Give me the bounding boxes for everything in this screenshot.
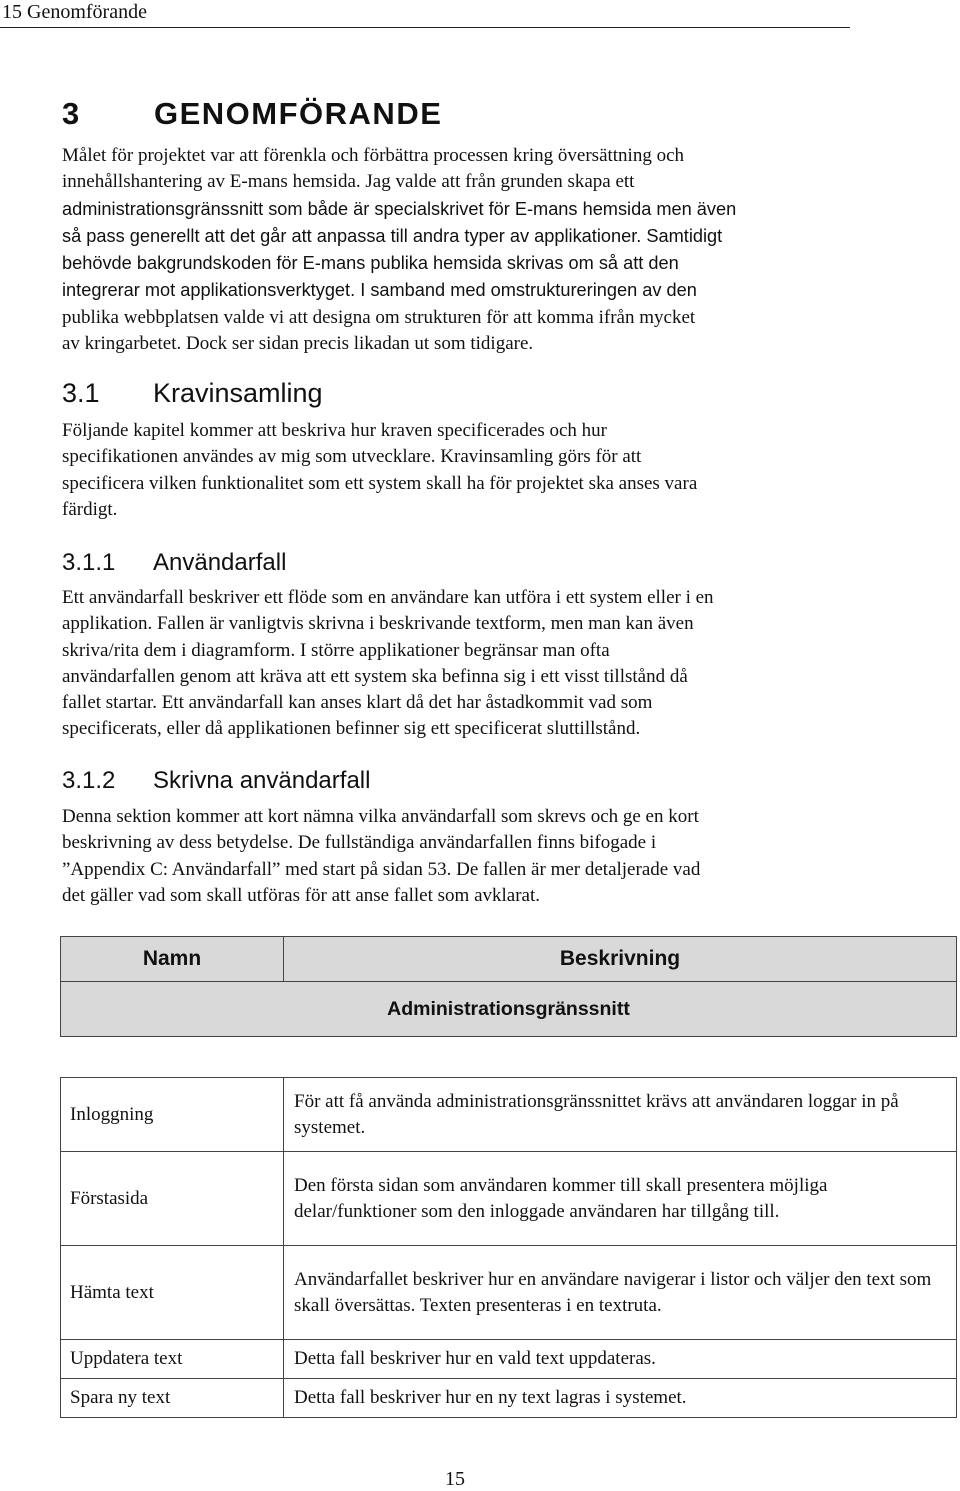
line: specifikationen användes av mig som utvecklare. Kravinsamling görs för att bbox=[62, 446, 642, 468]
spacer-cell bbox=[61, 1037, 957, 1078]
use-case-name: Förstasida bbox=[61, 1152, 284, 1246]
page-header bbox=[0, 0, 850, 28]
column-header-description: Beskrivning bbox=[284, 937, 957, 982]
section-title: GENOMFÖRANDE bbox=[154, 96, 443, 131]
use-case-name: Uppdatera text bbox=[61, 1340, 284, 1379]
line: administrationsgränssnitt som både är specialskrivet för E-mans hemsida men även bbox=[62, 198, 737, 219]
paragraph-section-3-1-2 bbox=[62, 804, 862, 909]
use-case-description: Detta fall beskriver hur en vald text uppdateras. bbox=[284, 1340, 957, 1379]
section-heading-3-1-2 bbox=[62, 767, 370, 795]
line: behövde bakgrundskoden för E-mans publika hemsida skrivas om så att den bbox=[62, 253, 679, 274]
use-case-name: Hämta text bbox=[61, 1246, 284, 1340]
section-heading-3-1-1 bbox=[62, 549, 286, 577]
category-row bbox=[61, 982, 957, 1037]
table-row bbox=[61, 1246, 957, 1340]
use-case-description: För att få använda administrationsgränssnittet krävs att användaren loggar in på systemet. bbox=[284, 1078, 957, 1152]
table-row bbox=[61, 1152, 957, 1246]
line: beskrivning av dess betydelse. De fullständiga användarfallen finns bifogade i bbox=[62, 832, 657, 854]
section-number: 3 bbox=[62, 96, 81, 131]
line: av kringarbetet. Dock ser sidan precis likadan ut som tidigare. bbox=[62, 333, 534, 355]
table-row bbox=[61, 1379, 957, 1418]
use-case-description: Den första sidan som användaren kommer till skall presentera möjliga delar/funktioner som den inloggade användaren har tillgång till. bbox=[284, 1152, 957, 1246]
use-case-description: Detta fall beskriver hur en ny text lagras i systemet. bbox=[284, 1379, 957, 1418]
line: specificera vilken funktionalitet som ett system skall ha för projektet ska anses vara bbox=[62, 472, 698, 494]
line: så pass generellt att det går att anpassa till andra typer av applikationer. Samtidigt bbox=[62, 225, 723, 246]
line: integrerar mot applikationsverktyget. I samband med omstruktureringen av den bbox=[62, 280, 697, 301]
line: innehållshantering av E-mans hemsida. Jag valde att från grunden skapa ett bbox=[62, 171, 635, 193]
line: Ett användarfall beskriver ett flöde som en användare kan utföra i ett system eller i en bbox=[62, 587, 714, 608]
section-title: Användarfall bbox=[153, 549, 287, 576]
paragraph-section-3-1-1 bbox=[62, 585, 862, 743]
section-heading-3-1 bbox=[62, 378, 323, 409]
column-header-name: Namn bbox=[61, 937, 284, 982]
line: applikation. Fallen är vanligtvis skrivna i beskrivande textform, men man kan även bbox=[62, 613, 694, 635]
section-number: 3.1 bbox=[62, 378, 100, 408]
use-case-name: Spara ny text bbox=[61, 1379, 284, 1418]
line: Följande kapitel kommer att beskriva hur kraven specificerades och hur bbox=[62, 420, 607, 441]
section-title: Skrivna användarfall bbox=[153, 767, 371, 794]
section-number: 3.1.1 bbox=[62, 549, 116, 576]
use-case-name: Inloggning bbox=[61, 1078, 284, 1152]
table-header-row bbox=[61, 937, 957, 982]
line: ”Appendix C: Användarfall” med start på sidan 53. De fallen är mer detaljerade vad bbox=[62, 858, 701, 880]
line: Denna sektion kommer att kort nämna vilka användarfall som skrevs och ge en kort bbox=[62, 806, 699, 827]
paragraph-section-3 bbox=[62, 143, 862, 357]
line: specificerats, eller då applikationen befinner sig ett specificerat sluttillstånd. bbox=[62, 718, 641, 740]
category-label: Administrationsgränssnitt bbox=[61, 982, 957, 1037]
line: publika webbplatsen valde vi att designa om strukturen för att komma ifrån mycket bbox=[62, 306, 696, 328]
line: färdigt. bbox=[62, 498, 118, 520]
line: fallet startar. Ett användarfall kan anses klart då det har åstadkommit vad som bbox=[62, 692, 653, 714]
paragraph-section-3-1 bbox=[62, 418, 862, 523]
section-title: Kravinsamling bbox=[153, 378, 323, 408]
line: Målet för projektet var att förenkla och förbättra processen kring översättning och bbox=[62, 145, 685, 166]
line: det gäller vad som skall utföras för att anse fallet som avklarat. bbox=[62, 884, 541, 906]
section-heading-3 bbox=[62, 96, 442, 132]
line: skriva/rita dem i diagramform. I större applikationer begränsar man ofta bbox=[62, 639, 610, 661]
table-spacer bbox=[61, 1037, 957, 1078]
use-case-description: Användarfallet beskriver hur en användare navigerar i listor och väljer den text som skall översättas. Texten presenteras i en textruta. bbox=[284, 1246, 957, 1340]
table-row bbox=[61, 1078, 957, 1152]
line: användarfallen genom att kräva att ett system ska befinna sig i ett visst tillstånd då bbox=[62, 665, 688, 687]
section-number: 3.1.2 bbox=[62, 767, 116, 794]
page-number: 15 bbox=[445, 1468, 465, 1490]
header-text: 15 Genomförande bbox=[2, 1, 147, 23]
use-case-table bbox=[60, 936, 957, 1418]
table-row bbox=[61, 1340, 957, 1379]
